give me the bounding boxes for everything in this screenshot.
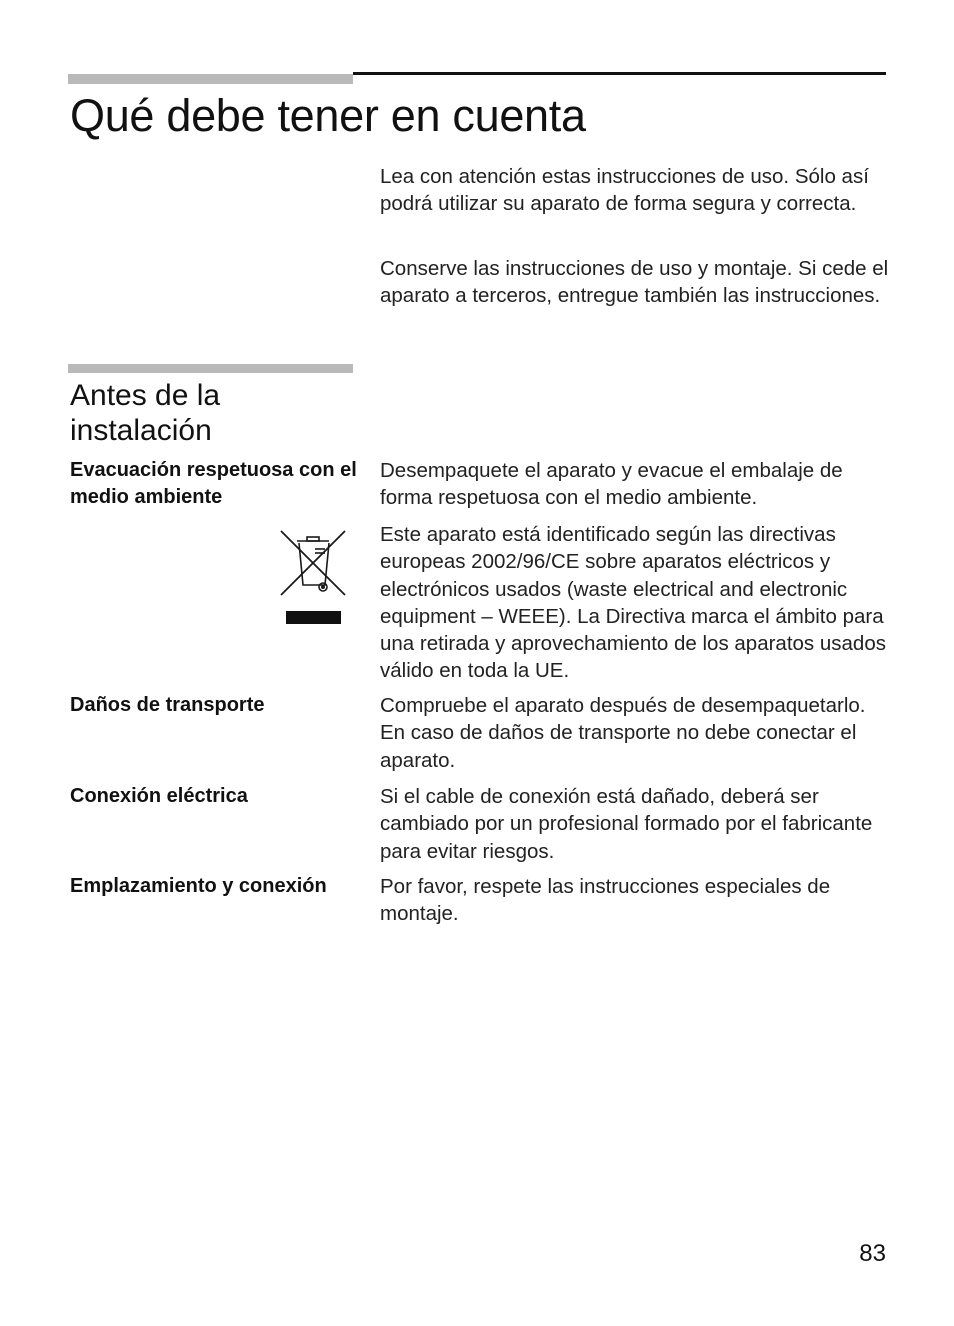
label-environmental-disposal: Evacuación respetuosa con el medio ambiente: [70, 459, 357, 509]
page-number: 83: [859, 1240, 886, 1267]
title-rule: [353, 72, 886, 75]
text-installation-connection: Por favor, respete las instrucciones especiales de montaje.: [380, 875, 831, 926]
text-electrical-connection: Si el cable de conexión está dañado, deberá ser cambiado por un profesional formado por el fabricante para evitar riesgos.: [380, 785, 873, 863]
crossed-out-wheelie-bin-icon: [279, 527, 347, 627]
label-installation-connection: Emplazamiento y conexión: [70, 875, 327, 897]
page-title: Qué debe tener en cuenta: [70, 90, 586, 141]
intro-paragraph-1: Lea con atención estas instrucciones de uso. Sólo así podrá utilizar su aparato de forma segura y correcta.: [380, 165, 869, 216]
title-accent-bar: [68, 74, 353, 84]
text-weee-directive: Este aparato está identificado según las directivas europeas 2002/96/CE sobre aparatos eléctricos y electrónicos usados (waste electrical and electronic equipment – WEEE). La Directiva marca el ámbito para una retirada y aprovechamiento de los aparatos usados válido en toda la UE.: [380, 523, 886, 683]
section-title: Antes de la instalación: [70, 379, 221, 447]
label-electrical-connection: Conexión eléctrica: [70, 785, 248, 807]
label-transport-damage: Daños de transporte: [70, 694, 265, 716]
text-environmental-disposal: Desempaquete el aparato y evacue el embalaje de forma respetuosa con el medio ambiente.: [380, 459, 843, 510]
section-accent-bar: [68, 364, 353, 373]
intro-paragraph-2: Conserve las instrucciones de uso y montaje. Si cede el aparato a terceros, entregue también las instrucciones.: [380, 257, 889, 308]
text-transport-damage: Compruebe el aparato después de desempaquetarlo. En caso de daños de transporte no debe conectar el aparato.: [380, 694, 866, 772]
